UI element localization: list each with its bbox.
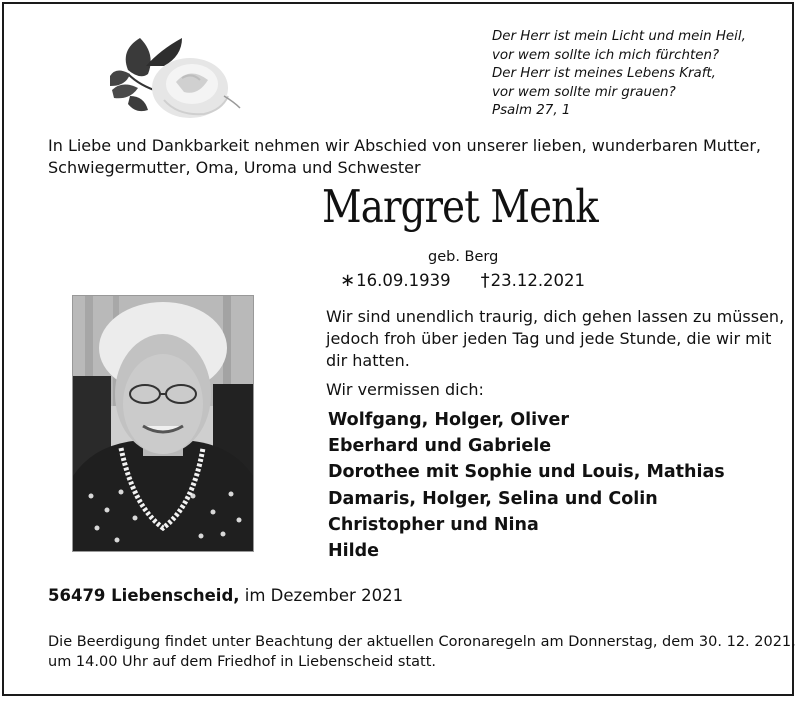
obituary-frame xyxy=(2,2,794,696)
mourner-entry: Damaris, Holger, Selina und Colin xyxy=(328,488,658,509)
place-city: 56479 Liebenscheid, xyxy=(48,586,240,605)
deceased-name: Margret Menk xyxy=(322,180,598,233)
psalm-quote xyxy=(492,28,782,121)
mourner-entry: Eberhard und Gabriele xyxy=(328,436,552,457)
birth-date: 16.09.1939 xyxy=(356,271,451,290)
message-line: Wir sind unendlich traurig, dich gehen lassen zu müssen, xyxy=(326,307,785,326)
portrait-photo xyxy=(72,295,254,552)
message-text xyxy=(326,306,785,372)
place-date: im Dezember 2021 xyxy=(244,586,404,605)
psalm-line: vor wem sollte ich mich fürchten? xyxy=(492,47,720,63)
intro-line: In Liebe und Dankbarkeit nehmen wir Abschied von unserer lieben, wunderbaren Mutter, xyxy=(48,136,761,155)
message-line: jedoch froh über jeden Tag und jede Stunde, die wir mit xyxy=(326,329,772,348)
death-cross-icon: † xyxy=(480,270,490,291)
funeral-line: um 14.00 Uhr auf dem Friedhof in Liebenscheid statt. xyxy=(48,654,436,670)
intro-line: Schwiegermutter, Oma, Uroma und Schwester xyxy=(48,158,421,177)
birth-star-icon: ∗ xyxy=(340,270,356,291)
message-line: dir hatten. xyxy=(326,351,410,370)
psalm-reference: Psalm 27, 1 xyxy=(492,103,571,118)
mourners-label: Wir vermissen dich: xyxy=(326,380,484,399)
death-date: 23.12.2021 xyxy=(490,271,586,290)
mourner-entry: Hilde xyxy=(328,541,380,562)
rose-image xyxy=(100,30,244,124)
psalm-line: Der Herr ist meines Lebens Kraft, xyxy=(492,66,716,81)
mourner-entry: Christopher und Nina xyxy=(328,514,539,535)
mourner-entry: Dorothee mit Sophie und Louis, Mathias xyxy=(328,462,725,483)
psalm-line: Der Herr ist mein Licht und mein Heil, xyxy=(492,29,746,44)
life-dates xyxy=(340,270,585,291)
mourner-entry: Wolfgang, Holger, Oliver xyxy=(328,410,570,430)
place-and-date xyxy=(48,586,403,605)
maiden-name: geb. Berg xyxy=(428,249,499,265)
intro-text xyxy=(48,135,778,179)
funeral-line: Die Beerdigung findet unter Beachtung der aktuellen Coronaregeln am Donnerstag, dem 30. 12. 2021, xyxy=(48,634,796,650)
mourners-list xyxy=(328,407,725,564)
psalm-line: vor wem sollte mir grauen? xyxy=(492,84,676,100)
funeral-notice xyxy=(48,632,796,672)
